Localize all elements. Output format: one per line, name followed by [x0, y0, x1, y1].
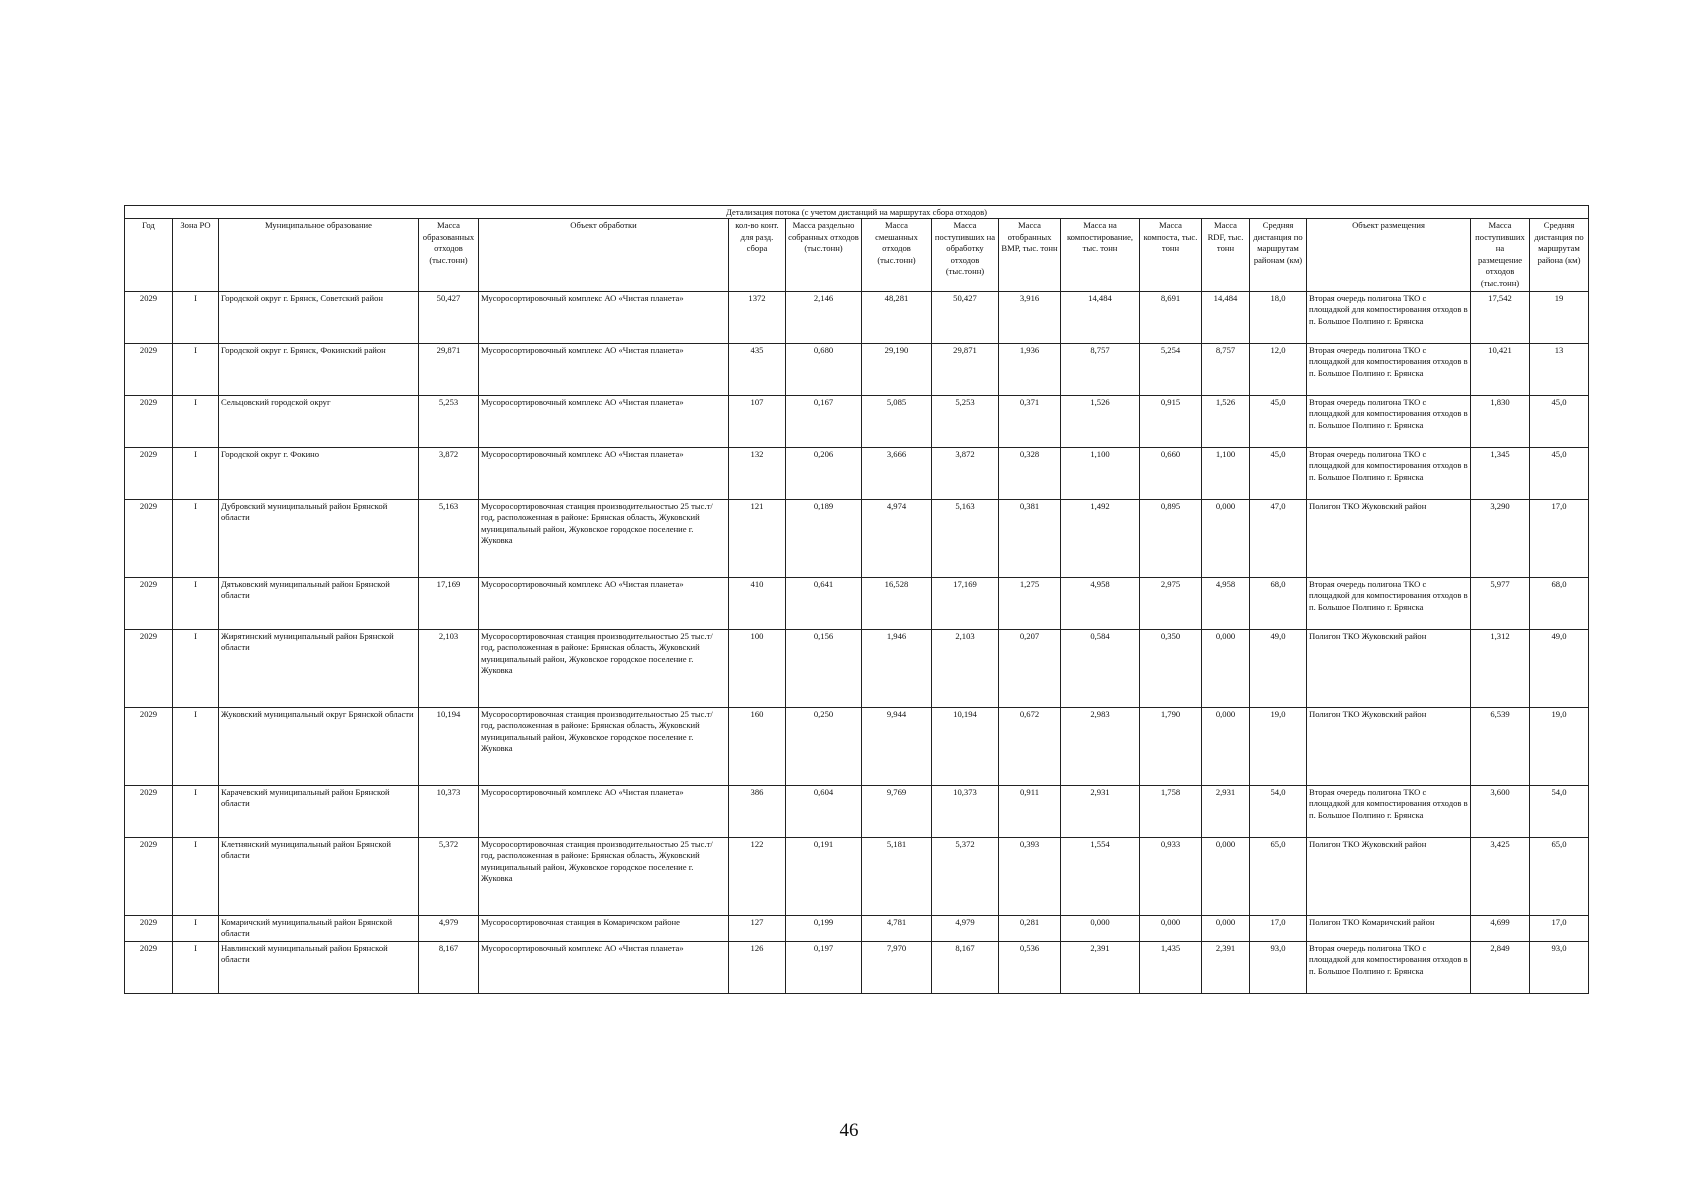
table-cell: 8,757: [1061, 343, 1140, 395]
table-cell: 29,190: [862, 343, 932, 395]
table-cell: 1,758: [1140, 785, 1202, 837]
table-cell: Вторая очередь полигона ТКО с площадкой для компостирования отходов в п. Большое Полпино г. Брянска: [1307, 577, 1471, 629]
table-cell: 435: [729, 343, 786, 395]
table-cell: I: [173, 707, 219, 785]
table-cell: 4,974: [862, 499, 932, 577]
table-cell: 50,427: [419, 291, 479, 343]
table-cell: 5,253: [932, 395, 999, 447]
table-cell: 2029: [125, 785, 173, 837]
table-cell: 5,253: [419, 395, 479, 447]
table-cell: 0,000: [1061, 915, 1140, 941]
table-cell: 2029: [125, 915, 173, 941]
table-cell: 121: [729, 499, 786, 577]
table-cell: I: [173, 837, 219, 915]
table-cell: 0,189: [786, 499, 862, 577]
column-header: Средняя дистанция по маршрутам районам (км): [1250, 219, 1307, 292]
column-header: Муниципальное образование: [219, 219, 419, 292]
table-cell: Клетнянский муниципальный район Брянской области: [219, 837, 419, 915]
table-cell: Вторая очередь полигона ТКО с площадкой для компостирования отходов в п. Большое Полпино г. Брянска: [1307, 291, 1471, 343]
table-cell: 0,000: [1202, 499, 1250, 577]
table-cell: 1372: [729, 291, 786, 343]
table-cell: Мусоросортировочная станция производительностью 25 тыс.т/год, расположенная в районе: Брянская область, Жуковский муниципальный район, Жуковское городское поселение г. Жуковка: [479, 707, 729, 785]
table-cell: 68,0: [1250, 577, 1307, 629]
table-cell: 2,931: [1202, 785, 1250, 837]
column-header: Год: [125, 219, 173, 292]
table-cell: 8,167: [932, 941, 999, 993]
table-cell: 45,0: [1530, 447, 1589, 499]
table-cell: 1,100: [1061, 447, 1140, 499]
table-cell: I: [173, 915, 219, 941]
table-cell: 0,911: [999, 785, 1061, 837]
table-cell: 2,931: [1061, 785, 1140, 837]
table-cell: 2,849: [1471, 941, 1530, 993]
table-cell: 0,933: [1140, 837, 1202, 915]
table-cell: 3,916: [999, 291, 1061, 343]
table-cell: Мусоросортировочная станция производительностью 25 тыс.т/год, расположенная в районе: Брянская область, Жуковский муниципальный район, Жуковское городское поселение г. Жуковка: [479, 629, 729, 707]
table-cell: 2029: [125, 707, 173, 785]
table-cell: 1,435: [1140, 941, 1202, 993]
column-header: Масса компоста, тыс. тонн: [1140, 219, 1202, 292]
table-cell: Вторая очередь полигона ТКО с площадкой для компостирования отходов в п. Большое Полпино г. Брянска: [1307, 343, 1471, 395]
table-cell: Сельцовский городской округ: [219, 395, 419, 447]
table-cell: 0,207: [999, 629, 1061, 707]
column-header: Масса RDF, тыс. тонн: [1202, 219, 1250, 292]
table-cell: 2029: [125, 447, 173, 499]
table-cell: Мусоросортировочная станция производительностью 25 тыс.т/год, расположенная в районе: Брянская область, Жуковский муниципальный район, Жуковское городское поселение г. Жуковка: [479, 837, 729, 915]
table-cell: 0,156: [786, 629, 862, 707]
table-row: [125, 499, 1589, 577]
table-cell: 0,660: [1140, 447, 1202, 499]
table-cell: 5,163: [419, 499, 479, 577]
table-cell: 93,0: [1250, 941, 1307, 993]
table-cell: 1,100: [1202, 447, 1250, 499]
table-row: [125, 915, 1589, 941]
table-cell: 8,167: [419, 941, 479, 993]
column-header: Зона РО: [173, 219, 219, 292]
table-cell: Карачевский муниципальный район Брянской области: [219, 785, 419, 837]
table-cell: 8,691: [1140, 291, 1202, 343]
table-cell: 93,0: [1530, 941, 1589, 993]
table-cell: 2029: [125, 941, 173, 993]
table-row: [125, 291, 1589, 343]
table-cell: 3,425: [1471, 837, 1530, 915]
table-cell: Мусоросортировочный комплекс АО «Чистая планета»: [479, 291, 729, 343]
column-header: Масса смешанных отходов (тыс.тонн): [862, 219, 932, 292]
table-cell: 10,373: [419, 785, 479, 837]
table-cell: 3,872: [419, 447, 479, 499]
column-header: Средняя дистанция по маршрутам района (км): [1530, 219, 1589, 292]
table-cell: Мусоросортировочный комплекс АО «Чистая планета»: [479, 577, 729, 629]
table-cell: 2029: [125, 343, 173, 395]
table-cell: 4,958: [1202, 577, 1250, 629]
table-cell: 5,181: [862, 837, 932, 915]
column-header: Масса образованных отходов (тыс.тонн): [419, 219, 479, 292]
table-cell: 45,0: [1530, 395, 1589, 447]
table-cell: Вторая очередь полигона ТКО с площадкой для компостирования отходов в п. Большое Полпино г. Брянска: [1307, 941, 1471, 993]
table-cell: 2,146: [786, 291, 862, 343]
table-cell: 5,163: [932, 499, 999, 577]
table-cell: Вторая очередь полигона ТКО с площадкой для компостирования отходов в п. Большое Полпино г. Брянска: [1307, 447, 1471, 499]
table-cell: 1,312: [1471, 629, 1530, 707]
table-cell: I: [173, 343, 219, 395]
column-header: Масса отобранных ВМР, тыс. тонн: [999, 219, 1061, 292]
table-cell: 4,958: [1061, 577, 1140, 629]
table-cell: 0,672: [999, 707, 1061, 785]
table-cell: 4,979: [932, 915, 999, 941]
table-cell: 0,680: [786, 343, 862, 395]
table-cell: 160: [729, 707, 786, 785]
table-cell: 2029: [125, 291, 173, 343]
table-cell: 0,199: [786, 915, 862, 941]
table-cell: I: [173, 395, 219, 447]
table-cell: 107: [729, 395, 786, 447]
table-cell: Дубровский муниципальный район Брянской области: [219, 499, 419, 577]
table-cell: Жирятинский муниципальный район Брянской области: [219, 629, 419, 707]
table-body: [125, 291, 1589, 993]
table-cell: 0,250: [786, 707, 862, 785]
table-cell: 4,781: [862, 915, 932, 941]
table-cell: I: [173, 941, 219, 993]
table-cell: 0,000: [1202, 915, 1250, 941]
table-cell: 13: [1530, 343, 1589, 395]
table-row: [125, 395, 1589, 447]
table-cell: 1,345: [1471, 447, 1530, 499]
table-cell: 4,699: [1471, 915, 1530, 941]
table-cell: 0,197: [786, 941, 862, 993]
waste-flow-table: [124, 205, 1589, 994]
table-cell: 29,871: [419, 343, 479, 395]
table-cell: 29,871: [932, 343, 999, 395]
table-cell: 122: [729, 837, 786, 915]
table-cell: I: [173, 785, 219, 837]
table-cell: 2,983: [1061, 707, 1140, 785]
table-cell: Вторая очередь полигона ТКО с площадкой для компостирования отходов в п. Большое Полпино г. Брянска: [1307, 785, 1471, 837]
table-cell: 1,946: [862, 629, 932, 707]
table-cell: 45,0: [1250, 447, 1307, 499]
table-cell: 2,391: [1202, 941, 1250, 993]
table-cell: 8,757: [1202, 343, 1250, 395]
table-cell: I: [173, 499, 219, 577]
column-header-row: [125, 219, 1589, 292]
column-header: Масса поступивших на обработку отходов (тыс.тонн): [932, 219, 999, 292]
table-cell: 100: [729, 629, 786, 707]
table-cell: 65,0: [1250, 837, 1307, 915]
table-cell: Комаричский муниципальный район Брянской области: [219, 915, 419, 941]
table-row: [125, 577, 1589, 629]
table-cell: 3,666: [862, 447, 932, 499]
table-cell: 0,206: [786, 447, 862, 499]
table-cell: 14,484: [1202, 291, 1250, 343]
table-cell: 68,0: [1530, 577, 1589, 629]
table-cell: Навлинский муниципальный район Брянской области: [219, 941, 419, 993]
table-cell: 1,790: [1140, 707, 1202, 785]
table-cell: 0,191: [786, 837, 862, 915]
table-title: Детализация потока (с учетом дистанций на маршрутах сбора отходов): [125, 206, 1589, 219]
table-cell: 10,421: [1471, 343, 1530, 395]
table-cell: 5,977: [1471, 577, 1530, 629]
table-cell: 19,0: [1530, 707, 1589, 785]
table-cell: 0,328: [999, 447, 1061, 499]
table-cell: Мусоросортировочная станция производительностью 25 тыс.т/год, расположенная в районе: Брянская область, Жуковский муниципальный район, Жуковское городское поселение г. Жуковка: [479, 499, 729, 577]
table-cell: Городской округ г. Брянск, Советский район: [219, 291, 419, 343]
table-cell: 54,0: [1530, 785, 1589, 837]
table-cell: 0,604: [786, 785, 862, 837]
table-cell: Дятьковский муниципальный район Брянской области: [219, 577, 419, 629]
table-cell: 18,0: [1250, 291, 1307, 343]
table-cell: 65,0: [1530, 837, 1589, 915]
table-cell: Мусоросортировочный комплекс АО «Чистая планета»: [479, 447, 729, 499]
table-cell: Мусоросортировочный комплекс АО «Чистая планета»: [479, 343, 729, 395]
table-cell: 0,393: [999, 837, 1061, 915]
table-cell: 2,975: [1140, 577, 1202, 629]
table-cell: 49,0: [1530, 629, 1589, 707]
table-cell: 126: [729, 941, 786, 993]
table-cell: 50,427: [932, 291, 999, 343]
table-row: [125, 447, 1589, 499]
table-cell: 0,167: [786, 395, 862, 447]
table-cell: Полигон ТКО Жуковский район: [1307, 629, 1471, 707]
table-cell: 12,0: [1250, 343, 1307, 395]
table-cell: 1,526: [1202, 395, 1250, 447]
table-cell: 1,830: [1471, 395, 1530, 447]
column-header: Объект обработки: [479, 219, 729, 292]
table-cell: 7,970: [862, 941, 932, 993]
table-cell: I: [173, 577, 219, 629]
table-cell: Полигон ТКО Жуковский район: [1307, 707, 1471, 785]
table-cell: 3,872: [932, 447, 999, 499]
table-cell: 0,895: [1140, 499, 1202, 577]
table-cell: 17,0: [1530, 499, 1589, 577]
table-cell: 2029: [125, 395, 173, 447]
table-cell: Полигон ТКО Комаричский район: [1307, 915, 1471, 941]
table-cell: 17,169: [932, 577, 999, 629]
table-cell: 17,0: [1530, 915, 1589, 941]
table-cell: Мусоросортировочная станция в Комаричском районе: [479, 915, 729, 941]
table-cell: 410: [729, 577, 786, 629]
table-cell: 2,391: [1061, 941, 1140, 993]
table-cell: Городской округ г. Брянск, Фокинский район: [219, 343, 419, 395]
column-header: Объект размещения: [1307, 219, 1471, 292]
table-cell: 10,194: [419, 707, 479, 785]
table-cell: 9,769: [862, 785, 932, 837]
table-cell: 2029: [125, 629, 173, 707]
table-cell: 1,526: [1061, 395, 1140, 447]
table-cell: 5,254: [1140, 343, 1202, 395]
table-cell: 0,584: [1061, 629, 1140, 707]
table-cell: 4,979: [419, 915, 479, 941]
table-row: [125, 343, 1589, 395]
table-cell: 3,290: [1471, 499, 1530, 577]
column-header: Масса на компостирование, тыс. тонн: [1061, 219, 1140, 292]
table-row: [125, 707, 1589, 785]
table-cell: 0,000: [1140, 915, 1202, 941]
table-cell: Городской округ г. Фокино: [219, 447, 419, 499]
table-cell: 1,554: [1061, 837, 1140, 915]
table-cell: 17,169: [419, 577, 479, 629]
table-cell: 14,484: [1061, 291, 1140, 343]
table-cell: 0,371: [999, 395, 1061, 447]
table-cell: 132: [729, 447, 786, 499]
table-cell: Полигон ТКО Жуковский район: [1307, 499, 1471, 577]
table-cell: 54,0: [1250, 785, 1307, 837]
table-cell: 386: [729, 785, 786, 837]
table-header: [125, 206, 1589, 292]
table-cell: 49,0: [1250, 629, 1307, 707]
table-cell: Мусоросортировочный комплекс АО «Чистая планета»: [479, 785, 729, 837]
table-cell: Мусоросортировочный комплекс АО «Чистая планета»: [479, 941, 729, 993]
table-cell: 5,372: [419, 837, 479, 915]
table-cell: 17,0: [1250, 915, 1307, 941]
table-cell: 127: [729, 915, 786, 941]
page-number: 46: [839, 1120, 859, 1141]
column-header: Масса поступивших на размещение отходов (тыс.тонн): [1471, 219, 1530, 292]
table-cell: 0,350: [1140, 629, 1202, 707]
table-cell: 2,103: [932, 629, 999, 707]
table-row: [125, 629, 1589, 707]
table-cell: 6,539: [1471, 707, 1530, 785]
column-header: Масса раздельно собранных отходов (тыс.тонн): [786, 219, 862, 292]
table-cell: 19: [1530, 291, 1589, 343]
table-cell: 47,0: [1250, 499, 1307, 577]
table-cell: 0,000: [1202, 629, 1250, 707]
table-cell: 45,0: [1250, 395, 1307, 447]
table-cell: 16,528: [862, 577, 932, 629]
table-cell: 1,936: [999, 343, 1061, 395]
table-cell: 10,194: [932, 707, 999, 785]
table-cell: 3,600: [1471, 785, 1530, 837]
table-cell: 0,000: [1202, 837, 1250, 915]
table-cell: 0,536: [999, 941, 1061, 993]
table-cell: 5,372: [932, 837, 999, 915]
table-cell: 5,085: [862, 395, 932, 447]
table-cell: 0,281: [999, 915, 1061, 941]
table-cell: 0,641: [786, 577, 862, 629]
table-cell: Вторая очередь полигона ТКО с площадкой для компостирования отходов в п. Большое Полпино г. Брянска: [1307, 395, 1471, 447]
table-cell: I: [173, 447, 219, 499]
table-cell: Полигон ТКО Жуковский район: [1307, 837, 1471, 915]
table-row: [125, 837, 1589, 915]
table-cell: 2029: [125, 837, 173, 915]
table-cell: I: [173, 629, 219, 707]
table-cell: 48,281: [862, 291, 932, 343]
table-cell: 0,381: [999, 499, 1061, 577]
table-cell: Жуковский муниципальный округ Брянской области: [219, 707, 419, 785]
table-cell: 0,000: [1202, 707, 1250, 785]
table-cell: 2,103: [419, 629, 479, 707]
table-cell: I: [173, 291, 219, 343]
table-cell: 2029: [125, 577, 173, 629]
table-cell: 1,492: [1061, 499, 1140, 577]
table-cell: 0,915: [1140, 395, 1202, 447]
table-cell: 9,944: [862, 707, 932, 785]
table-cell: 17,542: [1471, 291, 1530, 343]
table-cell: 10,373: [932, 785, 999, 837]
table-cell: 2029: [125, 499, 173, 577]
table-row: [125, 941, 1589, 993]
table-row: [125, 785, 1589, 837]
table-cell: 1,275: [999, 577, 1061, 629]
table-cell: 19,0: [1250, 707, 1307, 785]
table-cell: Мусоросортировочный комплекс АО «Чистая планета»: [479, 395, 729, 447]
column-header: кол-во конт. для разд. сбора: [729, 219, 786, 292]
